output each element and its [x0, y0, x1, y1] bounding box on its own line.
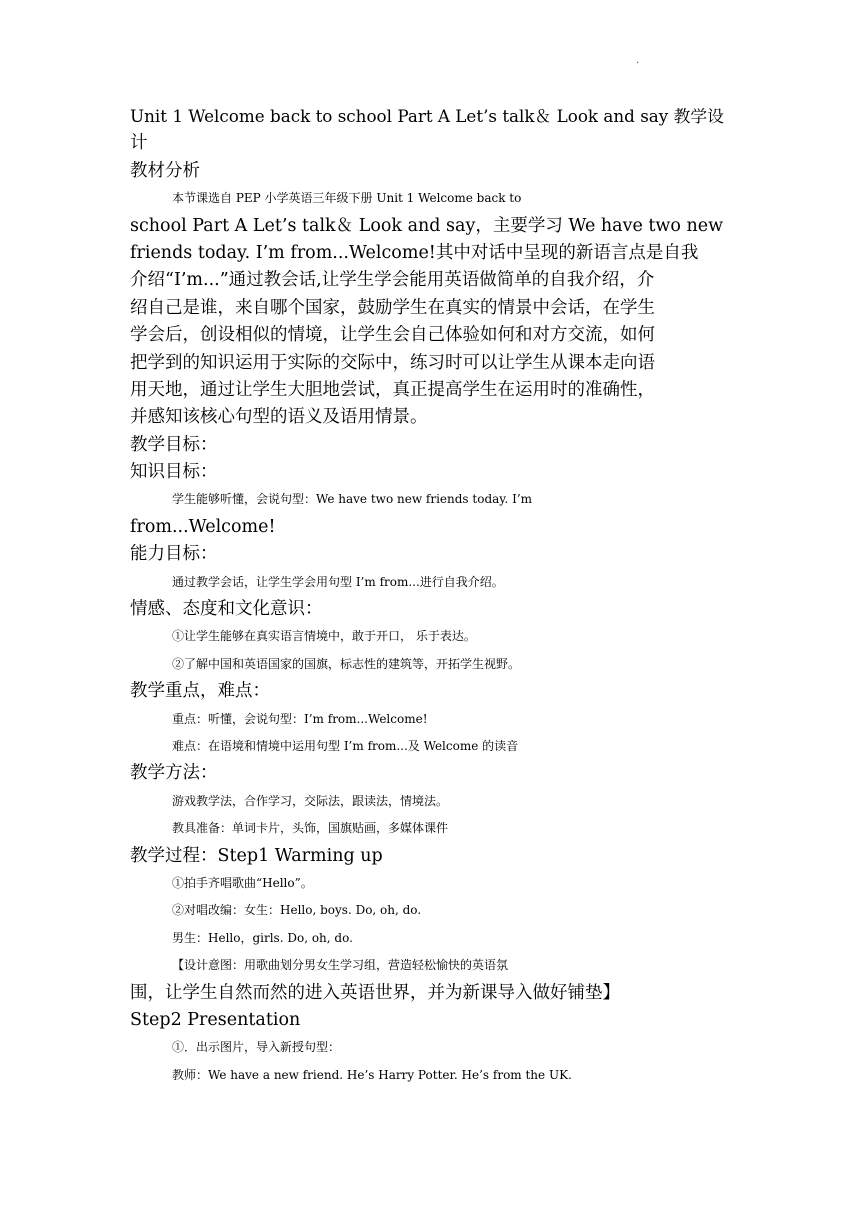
analysis-heading: 教材分析 — [130, 160, 200, 181]
analysis-line: 绍自己是谁，来自哪个国家，鼓励学生在真实的情景中会话，在学生 — [130, 297, 655, 318]
analysis-line: 学会后，创设相似的情境，让学生会自己体验如何和对方交流，如何 — [130, 325, 655, 346]
knowledge-heading: 知识目标： — [130, 462, 218, 483]
method-heading: 教学方法： — [130, 763, 218, 784]
analysis-line: 本节课选自 PEP 小学英语三年级下册 Unit 1 Welcome back to — [172, 191, 522, 206]
step1-item: 男生：Hello，girls. Do, oh, do. — [172, 930, 353, 945]
design-intent-line: 【设计意图：用歌曲划分男女生学习组，营造轻松愉快的英语氛 — [172, 958, 509, 973]
ability-line: 通过教学会话，让学生学会用句型 I’m from...进行自我介绍。 — [172, 574, 504, 589]
key-heading: 教学重点，难点： — [130, 681, 270, 702]
step2-item: 教师：We have a new friend. He’s Harry Potter. He’s from the UK. — [172, 1067, 572, 1082]
difficult-point: 难点：在语境和情境中运用句型 I’m from...及 Welcome 的读音 — [172, 738, 519, 753]
step1-item: ②对唱改编：女生：Hello, boys. Do, oh, do. — [172, 903, 422, 918]
design-intent-line: 围，让学生自然而然的进入英语世界，并为新课导入做好铺垫】 — [130, 982, 620, 1003]
analysis-line: 用天地，通过让学生大胆地尝试，真正提高学生在运用时的准确性， — [130, 379, 655, 400]
process-heading: 教学过程：Step1 Warming up — [130, 845, 383, 866]
emotion-item: ②了解中国和英语国家的国旗，标志性的建筑等，开拓学生视野。 — [172, 656, 521, 671]
key-point: 重点：听懂，会说句型：I’m from...Welcome! — [172, 711, 428, 726]
emotion-item: ①让学生能够在真实语言情境中，敢于开口， 乐于表达。 — [172, 629, 476, 644]
page-marker: . — [636, 55, 640, 66]
step1-item: ①拍手齐唱歌曲“Hello”。 — [172, 875, 313, 890]
analysis-line: 介绍“I’m...”通过教会话,让学生学会能用英语做简单的自我介绍，介 — [130, 270, 655, 291]
goals-heading: 教学目标： — [130, 434, 218, 455]
ability-heading: 能力目标： — [130, 544, 218, 565]
document-title-line-1: Unit 1 Welcome back to school Part A Let’s talk＆ Look and say 教学设 — [130, 106, 724, 126]
analysis-line: school Part A Let’s talk＆ Look and say，主要学习 We have two new — [130, 215, 724, 236]
analysis-line: 并感知该核心句型的语义及语用情景。 — [130, 407, 428, 428]
emotion-heading: 情感、态度和文化意识： — [130, 599, 323, 620]
knowledge-line: 学生能够听懂，会说句型：We have two new friends today. I’m — [172, 492, 533, 507]
tools-line: 教具准备：单词卡片，头饰，国旗贴画，多媒体课件 — [172, 821, 449, 836]
analysis-line: friends today. I’m from...Welcome!其中对话中呈现的新语言点是自我 — [130, 242, 699, 263]
document-body — [130, 103, 730, 1089]
document-title-line-2: 计 — [130, 133, 148, 154]
method-line: 游戏教学法，合作学习，交际法，跟读法，情境法。 — [172, 793, 449, 808]
step2-heading: Step2 Presentation — [130, 1009, 301, 1030]
knowledge-line: from...Welcome! — [130, 516, 276, 537]
step2-item: ①．出示图片，导入新授句型： — [172, 1040, 341, 1055]
analysis-line: 把学到的知识运用于实际的交际中，练习时可以让学生从课本走向语 — [130, 352, 655, 373]
